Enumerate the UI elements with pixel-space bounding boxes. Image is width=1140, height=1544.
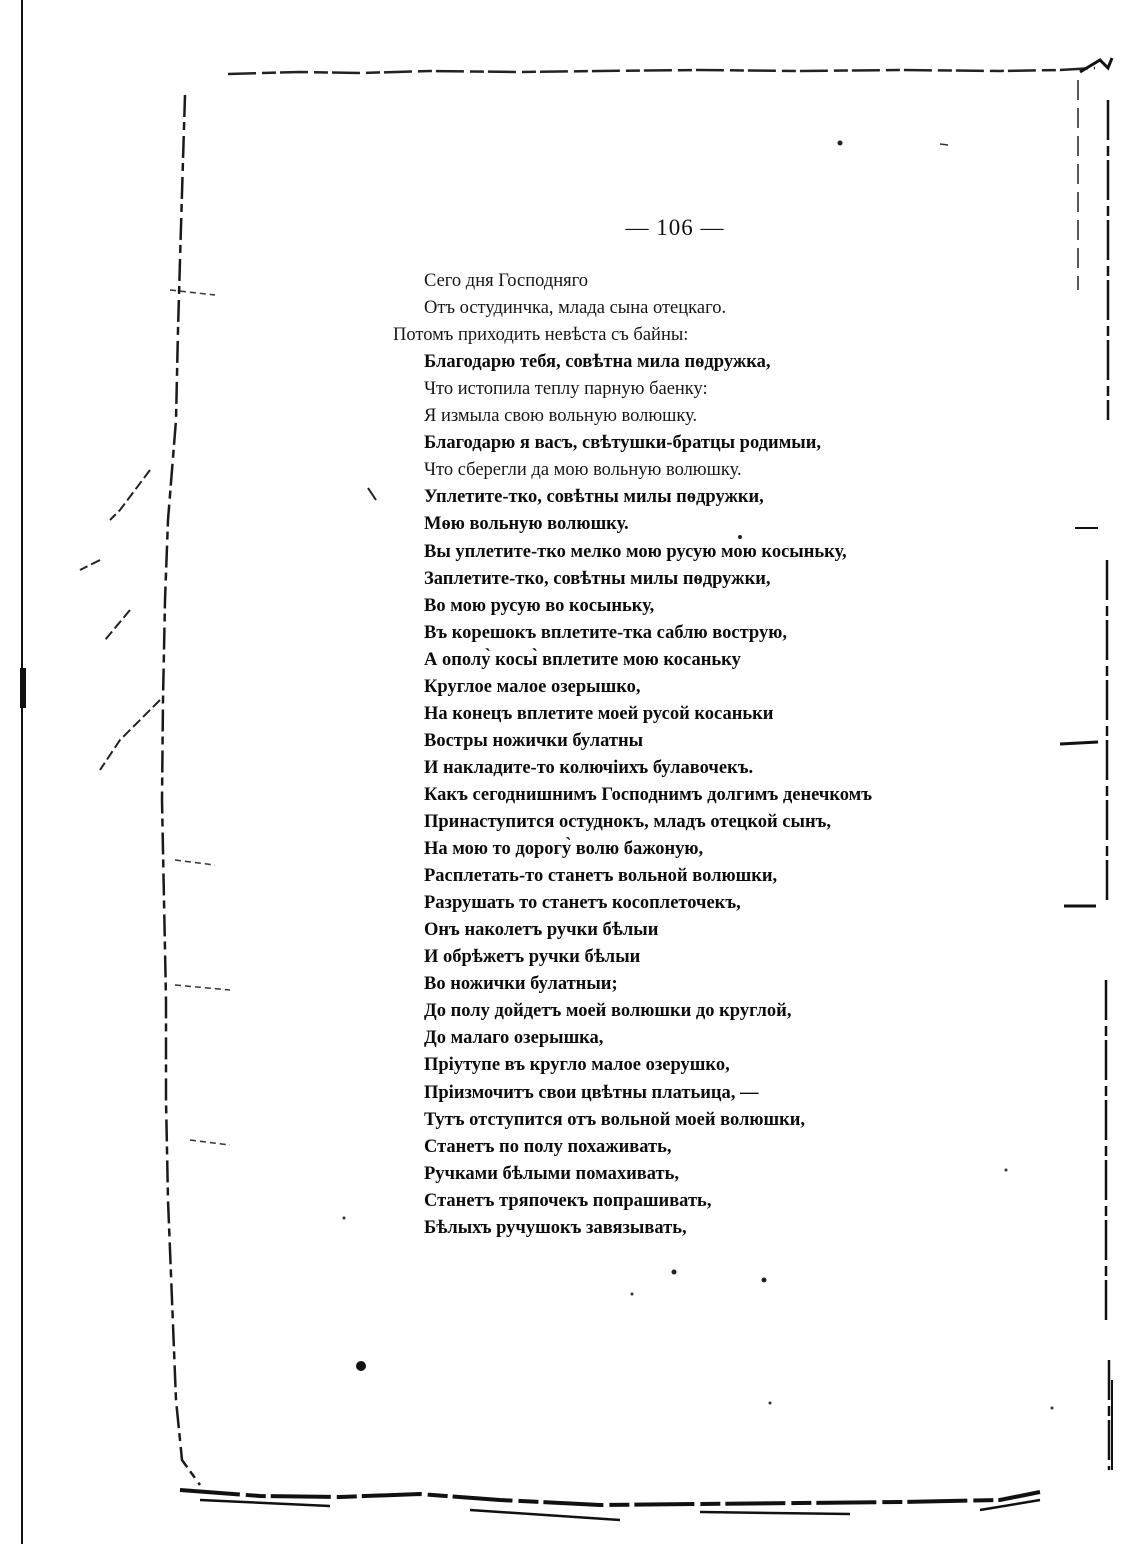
verse-line: Отъ остудинчка, млада сына отецкаго.	[424, 298, 727, 319]
verse-line: Во ножички булатныи;	[424, 974, 618, 995]
verse-line: Расплетать-то станетъ вольной волюшки,	[424, 866, 778, 887]
verse-line: Тутъ отступится отъ вольной моей волюшки,	[424, 1109, 806, 1130]
verse-line: Что истопила теплу парную баенку:	[424, 379, 708, 400]
verse-line: Благодарю я васъ, свѣтушки-братцы родимыи,	[424, 433, 822, 454]
verse-line: Во мою русую во косыньку,	[424, 595, 655, 616]
verse-line: Ручками бѣлыми помахивать,	[424, 1163, 680, 1184]
verse-line: Онъ наколетъ ручки бѣлыи	[424, 920, 659, 941]
verse-line: Пріизмочитъ свои цвѣтны платьица, —	[424, 1082, 759, 1103]
verse-line: Сего дня Господняго	[424, 271, 589, 291]
verse-line: До малаго озерышка,	[424, 1028, 604, 1049]
verse-line: Станетъ по полу похаживать,	[424, 1136, 672, 1157]
verse-line: Бѣлыхъ ручушокъ завязывать,	[424, 1217, 687, 1238]
verse-line: И обрѣжетъ ручки бѣлыи	[424, 947, 641, 968]
verse-line: Уплетите-тко, совѣтны милы пѳдружки,	[424, 487, 764, 508]
verse-line: Въ корешокъ вплетите-тка саблю вострую,	[424, 622, 787, 643]
page-number: — 106 —	[625, 215, 725, 240]
verse-line: А ополу̀ косы̀ вплетите мою косаньку	[424, 649, 741, 670]
verse-line: Мѳю вольную волюшку.	[424, 514, 629, 535]
verse-line: На конецъ вплетите моей русой косаньки	[424, 703, 774, 724]
verse-line: Разрушать то станетъ косоплеточекъ,	[424, 893, 741, 914]
verse-line: Заплетите-тко, совѣтны милы пѳдружки,	[424, 568, 771, 589]
verse-line: Благодарю тебя, совѣтна мила пѳдружка,	[424, 352, 771, 373]
verse-line: Принаступится остуднокъ, младъ отецкой сынъ,	[424, 812, 832, 832]
verse-line: До полу дойдетъ моей волюшки до круглой,	[424, 1001, 792, 1022]
verse-line: Вы уплетите-тко мелко мою русую мою косыньку,	[424, 541, 847, 562]
verse-line: Круглое малое озерышко,	[424, 676, 641, 697]
verse-line: Станетъ тряпочекъ попрашивать,	[424, 1190, 712, 1211]
verse-line: На мою то дорогу̀ волю бажоную,	[424, 839, 704, 860]
verse-line: Потомъ приходить невѣста съ байны:	[393, 325, 689, 346]
verse-line: Что сберегли да мою вольную волюшку.	[424, 460, 742, 481]
verse-line: Какъ сегоднишнимъ Господнимъ долгимъ денечкомъ	[424, 784, 873, 805]
verse-line: Востры ножички булатны	[424, 730, 644, 751]
verse-line: И накладите-то колючіихъ булавочекъ.	[424, 757, 754, 778]
verse-line: Я измыла свою вольную волюшку.	[424, 406, 698, 427]
verse-line: Пріутупе въ кругло малое озерушко,	[424, 1055, 730, 1076]
